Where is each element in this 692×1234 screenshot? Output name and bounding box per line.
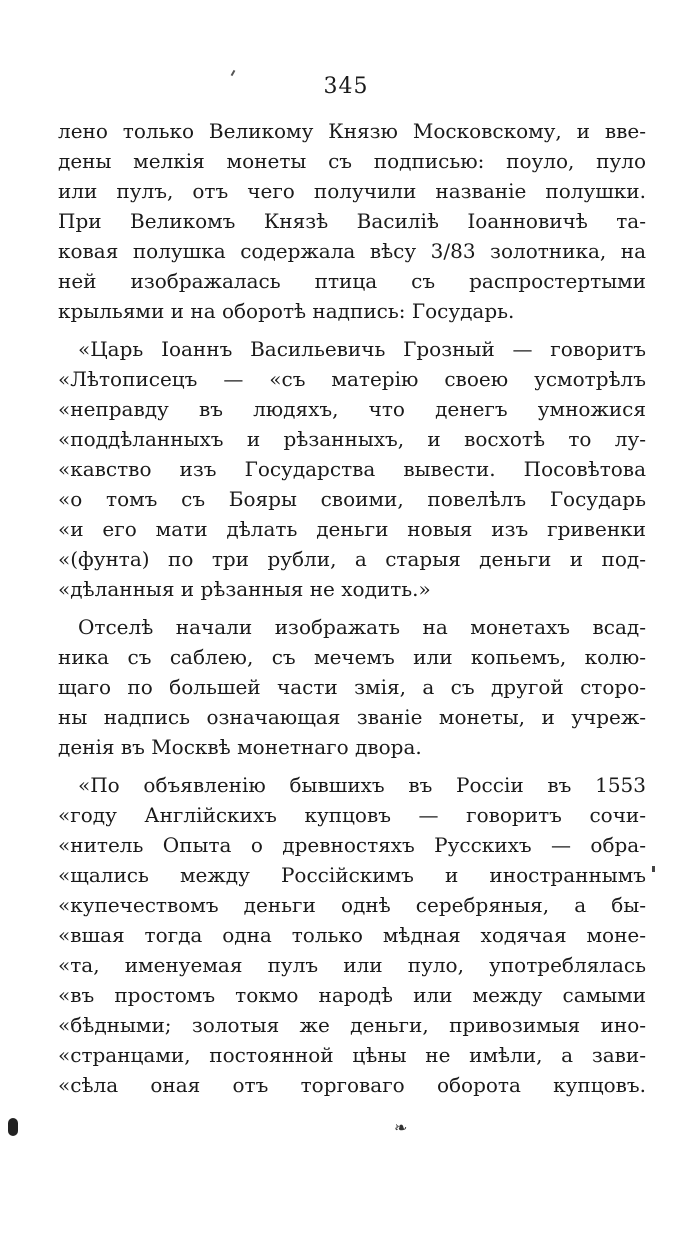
text-line: «неправду въ людяхъ, что денегъ умножися — [58, 397, 646, 421]
text-line: ны надпись означающая званіе монеты, и учреж- — [58, 705, 646, 729]
paragraph-1 — [58, 116, 646, 326]
text-line: «та, именуемая пулъ или пуло, употреблялась — [58, 953, 646, 977]
text-line: «вшая тогда одна только мѣдная ходячая моне- — [58, 923, 646, 947]
text-line: «(фунта) по три рубли, а старыя деньги и под- — [58, 547, 646, 571]
text-line: Отселѣ начали изображать на монетахъ всад- — [78, 615, 646, 639]
text-line: или пулъ, отъ чего получили названіе полушки. — [58, 179, 646, 203]
text-line: «По объявленію бывшихъ въ Россіи въ 1553 — [78, 773, 646, 797]
text-line: «щались между Россійскимъ и иностраннымъ — [58, 863, 646, 887]
text-line: «странцами, постоянной цѣны не имѣли, а зави- — [58, 1043, 646, 1067]
text-line: «нитель Опыта о древностяхъ Русскихъ — обра- — [58, 833, 646, 857]
paragraph-4 — [58, 770, 646, 1100]
text-line: щаго по большей части змія, а съ другой сторо- — [58, 675, 646, 699]
page-number: 345 — [323, 74, 369, 99]
text-line: «сѣла оная отъ торговаго оборота купцовъ. — [58, 1073, 646, 1097]
text-line: ковая полушка содержала вѣсу 3/83 золотника, на — [58, 239, 646, 263]
text-line: «Царь Іоаннъ Васильевичь Грозный — говоритъ — [78, 337, 646, 361]
text-line: «о томъ съ Бояры своими, повелѣлъ Государь — [58, 487, 646, 511]
text-line: лено только Великому Князю Московскому, и вве- — [58, 119, 646, 143]
text-line: ника съ саблею, съ мечемъ или копьемъ, колю- — [58, 645, 646, 669]
text-line: «поддѣланныхъ и рѣзанныхъ, и восхотѣ то лу- — [58, 427, 646, 451]
text-line: При Великомъ Князѣ Василіѣ Іоанновичѣ та- — [58, 209, 646, 233]
paragraph-3 — [58, 612, 646, 762]
text-line: «въ простомъ токмо народѣ или между самыми — [58, 983, 646, 1007]
text-line: «дѣланныя и рѣзанныя не ходить.» — [58, 577, 431, 601]
page-body — [58, 116, 646, 1108]
text-line: дены мелкія монеты съ подписью: поуло, пуло — [58, 149, 646, 173]
text-line: «бѣдными; золотыя же деньги, привозимыя ино- — [58, 1013, 646, 1037]
text-line: ней изображалась птица съ распростертыми — [58, 269, 646, 293]
text-line: «году Англійскихъ купцовъ — говоритъ сочи- — [58, 803, 646, 827]
binding-mark — [8, 1118, 18, 1136]
text-line: денія въ Москвѣ монетнаго двора. — [58, 735, 422, 759]
text-line: крыльями и на оборотѣ надпись: Государь. — [58, 299, 515, 323]
text-line: «купечествомъ деньги однѣ серебряныя, а бы- — [58, 893, 646, 917]
text-line: «кавство изъ Государства вывести. Посовѣтова — [58, 457, 646, 481]
print-speck — [652, 866, 655, 872]
text-line: «и его мати дѣлать деньги новыя изъ гривенки — [58, 517, 646, 541]
text-line: «Лѣтописецъ — «съ матерію своею усмотрѣлъ — [58, 367, 646, 391]
printer-ornament-icon: ❧ — [394, 1118, 408, 1137]
paragraph-2 — [58, 334, 646, 604]
